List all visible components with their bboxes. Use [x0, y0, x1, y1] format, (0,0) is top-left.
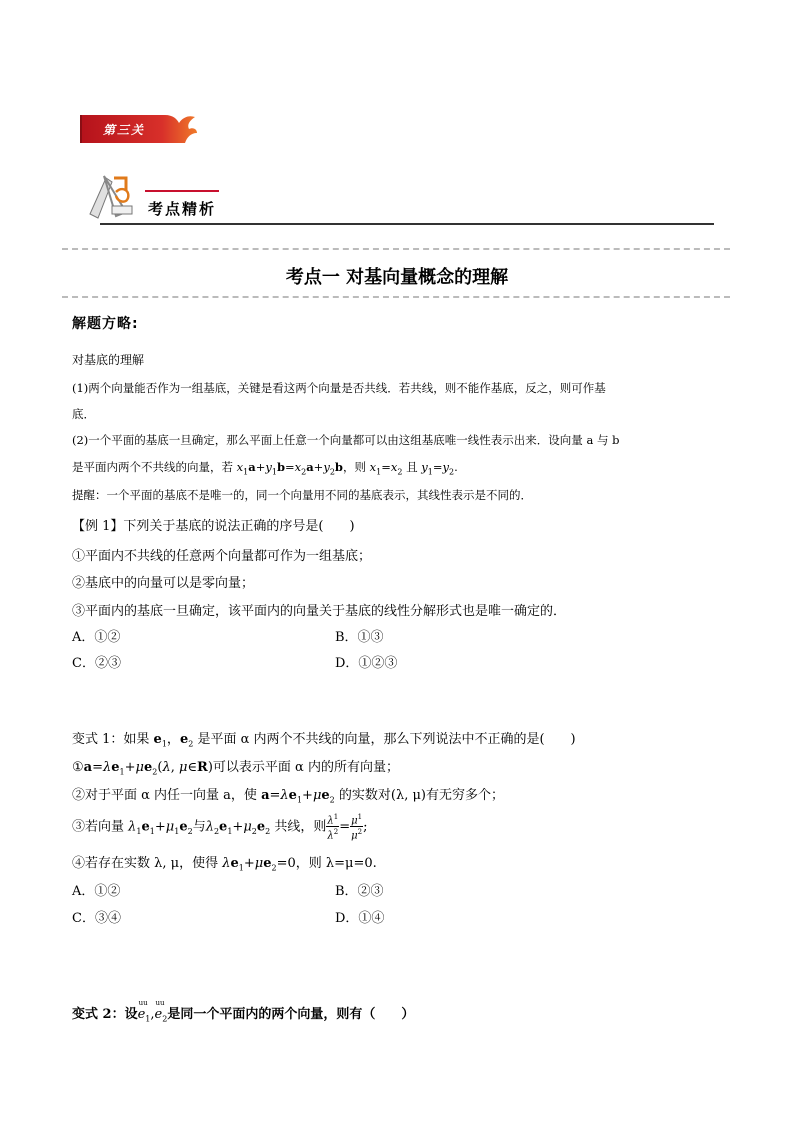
variant-1-statement-4: ④若存在实数 λ, μ，使得 $\lambda e_1+\mu e_2=0$，则 λ=μ=0.: [72, 856, 377, 873]
example-1-option-b: B．①③: [335, 630, 384, 645]
example-1-option-d: D．①②③: [335, 656, 398, 671]
dashed-divider-bottom: [62, 296, 730, 298]
method-heading: 解题方略:: [72, 316, 139, 332]
dashed-divider-top: [62, 248, 730, 250]
tip-text: 提醒：一个平面的基底不是唯一的，同一个向量用不同的基底表示，其线性表示是不同的．: [72, 488, 532, 502]
example-1-statement-1: ①平面内不共线的任意两个向量都可作为一组基底；: [72, 549, 372, 564]
variant-1-statement-3: ③若向量 $\lambda_1e_1+\mu_1e_2$与$\lambda_2e_1+\mu_2e_2$ 共线，则 $\frac{\lambda^1}{\lambda^2}$ = $\frac{\mu^1}{\mu^2}$ ;: [72, 813, 368, 842]
ruler-protractor-icon: [86, 172, 136, 222]
badge-label: 第三关: [103, 123, 146, 137]
example-1-option-c: C．②③: [72, 656, 121, 671]
para-1-line-1: (1)两个向量能否作为一组基底，关键是看这两个向量是否共线．若共线，则不能作基底，反之，则可作基: [72, 381, 606, 395]
variant-2-tag: 变式 2：: [72, 1007, 125, 1022]
variant-1-option-a: A．①②: [72, 884, 121, 899]
example-1-option-a: A．①②: [72, 630, 121, 645]
section-accent-line: [145, 190, 219, 192]
example-1-statement-2: ②基底中的向量可以是零向量；: [72, 576, 255, 591]
section-rule: [100, 223, 714, 225]
topic-title: 考点一 对基向量概念的理解: [285, 267, 509, 288]
variant-1-option-c: C．③④: [72, 911, 121, 926]
section-badge: [79, 113, 199, 145]
variant-2-question: 变式 2：设$e_1$ uu $,e_2$ uu 是同一个平面内的两个向量，则有（ ）: [72, 999, 415, 1024]
variant-1-statement-1: $①a=\lambda e_1+\mu e_2(\lambda$, μ∈R)可以表示平面 α 内的所有向量；: [72, 760, 399, 777]
para-heading: 对基底的理解: [72, 353, 145, 367]
fraction-mu: $\frac{\mu^1}{\mu^2}$: [351, 813, 363, 842]
example-1-question: 【例 1】下列关于基底的说法正确的序号是( ): [72, 519, 355, 534]
variant-1-option-b: B．②③: [335, 884, 384, 899]
variant-1-option-d: D．①④: [335, 911, 385, 926]
para-2-line-2: 是平面内两个不共线的向量，若 $x_1a+y_1b=x_2a+y_2b$，则 $x_1=x_2$ 且 $y_1=y_2$.: [72, 460, 458, 477]
example-1-tag: 【例 1】: [72, 519, 124, 534]
section-title: 考点精析: [148, 200, 217, 218]
para-1-line-2: 底．: [72, 407, 95, 421]
variant-1-question: 变式 1：如果 $e_1$，$e_2$ 是平面 α 内两个不共线的向量，那么下列说法中不正确的是( ): [72, 732, 576, 749]
variant-1-statement-2: ②对于平面 α 内任一向量 a，使 $a=\lambda e_1+\mu e_2$ 的实数对(λ, μ)有无穷多个；: [72, 788, 504, 805]
para-2-line-1: (2)一个平面的基底一旦确定，那么平面上任意一个向量都可以由这组基底唯一线性表示出来．设向量 a 与 b: [72, 433, 620, 447]
example-1-statement-3: ③平面内的基底一旦确定，该平面内的向量关于基底的线性分解形式也是唯一确定的．: [72, 604, 567, 619]
fraction-lambda: $\frac{\lambda^1}{\lambda^2}$: [327, 813, 339, 842]
